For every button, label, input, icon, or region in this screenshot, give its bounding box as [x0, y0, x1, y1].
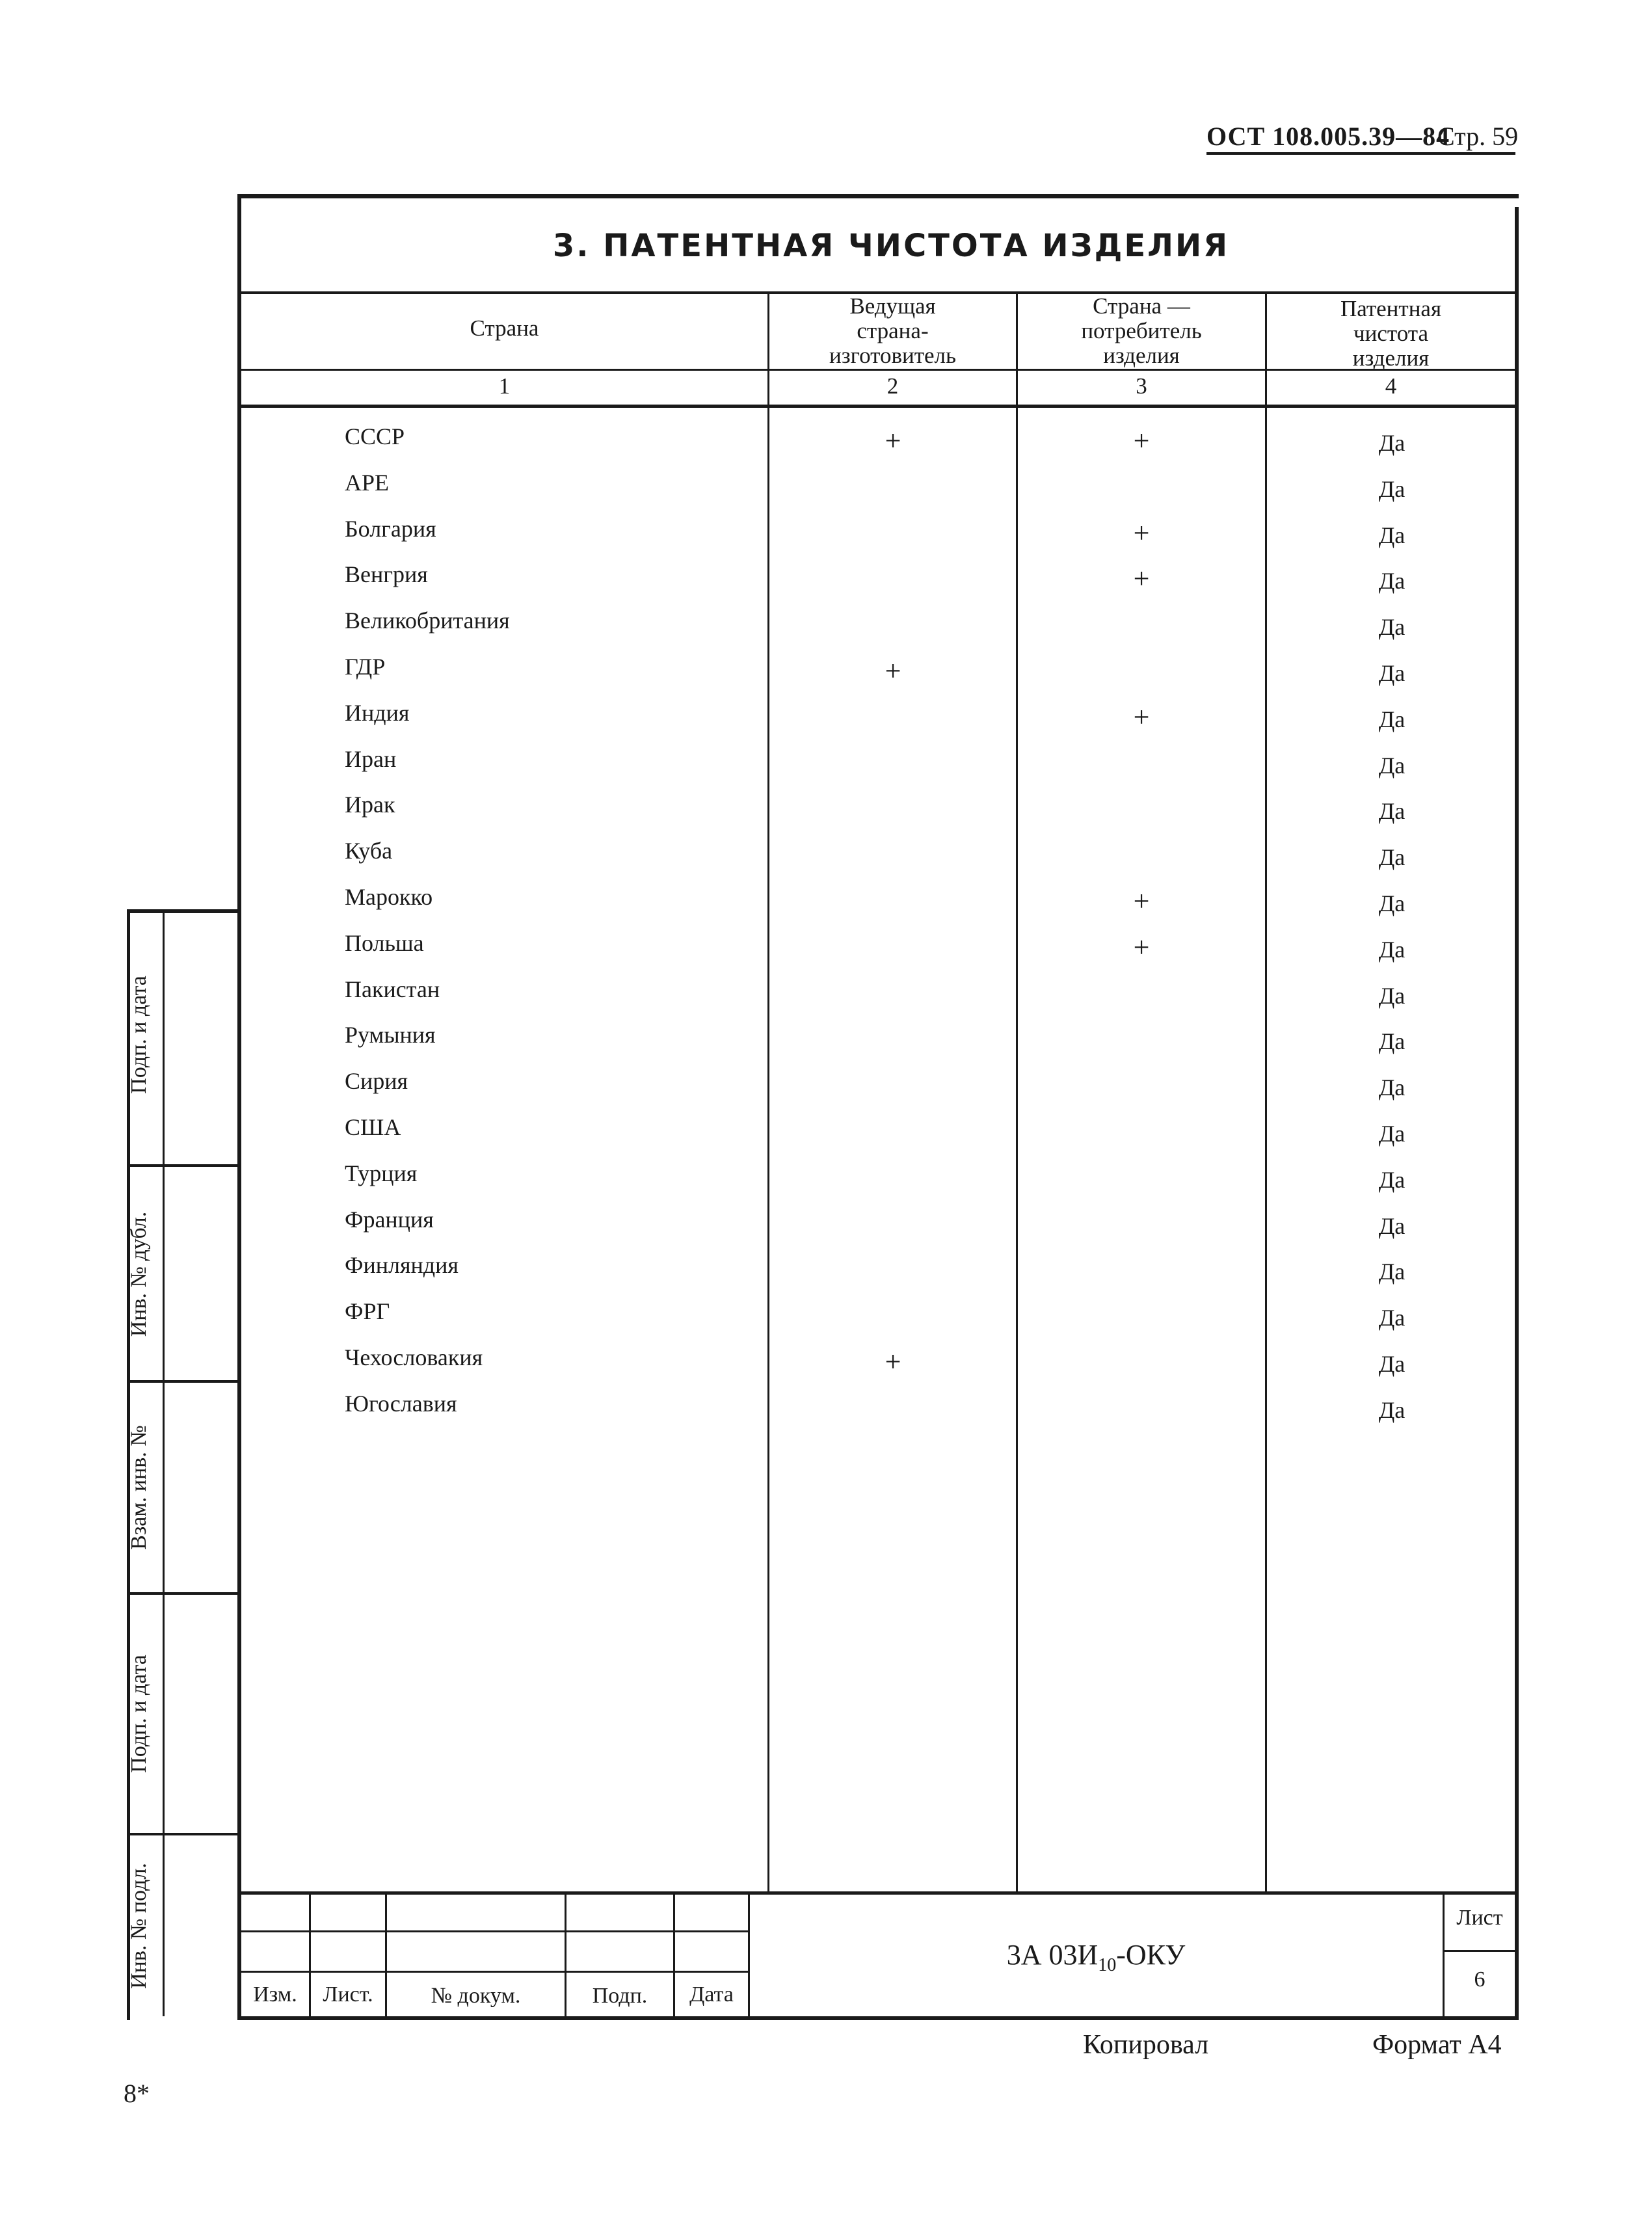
manufacturer-mark: + — [885, 655, 901, 687]
country-name: Индия — [345, 700, 410, 726]
consumer-mark: + — [1133, 563, 1150, 594]
consumer-mark: + — [1133, 885, 1150, 917]
country-name: Чехословакия — [345, 1344, 483, 1370]
country-name: ФРГ — [345, 1298, 390, 1324]
consumer-mark: + — [1133, 517, 1150, 549]
patent-purity-value: Да — [1378, 1397, 1406, 1423]
frame-top — [237, 194, 1519, 198]
patent-purity-value: Да — [1378, 1167, 1406, 1193]
patent-purity-value: Да — [1378, 1351, 1406, 1377]
side-label-sign-date-2: Подп. и дата — [127, 1655, 151, 1773]
frame-left — [237, 194, 241, 2020]
title-block-sheet-col-label: Лист. — [323, 1982, 373, 2007]
side-stamp-top — [127, 909, 241, 913]
consumer-mark: + — [1133, 425, 1150, 457]
patent-purity-value: Да — [1378, 1259, 1406, 1285]
country-name: Финляндия — [345, 1252, 459, 1278]
patent-purity-value: Да — [1378, 1121, 1406, 1147]
country-name: Ирак — [345, 792, 395, 818]
country-name: Болгария — [345, 516, 436, 542]
country-name: Куба — [345, 838, 393, 864]
format-label: Формат А4 — [1372, 2030, 1502, 2060]
column-header-patent-purity: Патентная чистота изделия — [1340, 296, 1442, 371]
column-number-3: 3 — [1136, 373, 1147, 399]
patent-purity-value: Да — [1378, 706, 1406, 732]
header-underline — [1206, 152, 1515, 155]
patent-purity-value: Да — [1378, 844, 1406, 870]
patent-purity-value: Да — [1378, 937, 1406, 963]
patent-purity-value: Да — [1378, 1213, 1406, 1239]
title-block-doc-no-label: № докум. — [431, 1984, 521, 2008]
title-block-sheet-row — [1443, 1950, 1515, 1952]
patent-purity-value: Да — [1378, 568, 1406, 594]
side-stamp-inner — [163, 913, 165, 2016]
consumer-mark: + — [1133, 931, 1150, 963]
manufacturer-mark: + — [885, 1346, 901, 1378]
country-name: Марокко — [345, 884, 433, 910]
sheet-label: Лист — [1456, 1906, 1503, 1930]
patent-purity-value: Да — [1378, 798, 1406, 824]
column-header-consumer: Страна — потребитель изделия — [1081, 293, 1202, 368]
patent-purity-value: Да — [1378, 1305, 1406, 1331]
side-label-sign-date-1: Подп. и дата — [127, 976, 151, 1094]
sheet-number: 6 — [1474, 1967, 1485, 1992]
column-divider-1 — [767, 294, 769, 1893]
copied-label: Копировал — [1083, 2030, 1209, 2060]
country-name: АРЕ — [345, 470, 390, 496]
country-name: Турция — [345, 1160, 418, 1186]
section-title: 3. ПАТЕНТНАЯ ЧИСТОТА ИЗДЕЛИЯ — [552, 228, 1230, 264]
manufacturer-mark: + — [885, 425, 901, 457]
patent-purity-value: Да — [1378, 890, 1406, 916]
patent-purity-value: Да — [1378, 1074, 1406, 1100]
country-name: Румыния — [345, 1022, 436, 1048]
patent-purity-value: Да — [1378, 476, 1406, 502]
country-name: Пакистан — [345, 976, 440, 1002]
country-name: Иран — [345, 746, 397, 772]
patent-purity-value: Да — [1378, 660, 1406, 686]
title-block-top — [237, 1891, 1519, 1895]
title-block-signature-label: Подп. — [592, 1984, 648, 2008]
country-name: Венгрия — [345, 561, 428, 587]
column-header-manufacturer: Ведущая страна- изготовитель — [829, 293, 956, 368]
country-name: ГДР — [345, 654, 386, 680]
patent-purity-value: Да — [1378, 522, 1406, 548]
side-label-replacement-no: Взам. инв. № — [127, 1425, 151, 1550]
patent-purity-value: Да — [1378, 1028, 1406, 1054]
patent-purity-value: Да — [1378, 614, 1406, 640]
title-block-date-label: Дата — [689, 1982, 734, 2007]
column-number-4: 4 — [1385, 373, 1397, 399]
frame-bottom — [237, 2016, 1519, 2020]
country-name: Югославия — [345, 1391, 457, 1417]
column-number-1: 1 — [498, 373, 511, 399]
country-name: СССР — [345, 423, 405, 449]
country-name: Великобритания — [345, 607, 510, 633]
page-number: Стр. 59 — [1437, 122, 1519, 151]
country-name: Сирия — [345, 1068, 408, 1094]
patent-purity-value: Да — [1378, 983, 1406, 1009]
country-name: Польша — [345, 930, 424, 956]
patent-purity-value: Да — [1378, 430, 1406, 456]
country-name: США — [345, 1114, 401, 1140]
consumer-mark: + — [1133, 701, 1150, 733]
column-number-2: 2 — [886, 373, 899, 399]
column-header-country: Страна — [470, 315, 539, 341]
title-block-row-1 — [241, 1930, 749, 1932]
column-divider-3 — [1265, 294, 1267, 1893]
title-block-row-2 — [241, 1971, 749, 1973]
document-code: ОСТ 108.005.39—84 — [1206, 122, 1450, 151]
side-label-duplicate-no: Инв. № дубл. — [127, 1211, 151, 1337]
document-designation: 3А $03И_{10}$-ОКУ — [1006, 1939, 1186, 1975]
title-block-change-label: Изм. — [253, 1982, 297, 2007]
table-header-bottom — [241, 405, 1515, 408]
page-signature-mark: 8* — [124, 2079, 150, 2108]
patent-purity-value: Да — [1378, 753, 1406, 779]
country-name: Франция — [345, 1207, 434, 1233]
side-label-original-no: Инв. № подл. — [127, 1863, 151, 1989]
